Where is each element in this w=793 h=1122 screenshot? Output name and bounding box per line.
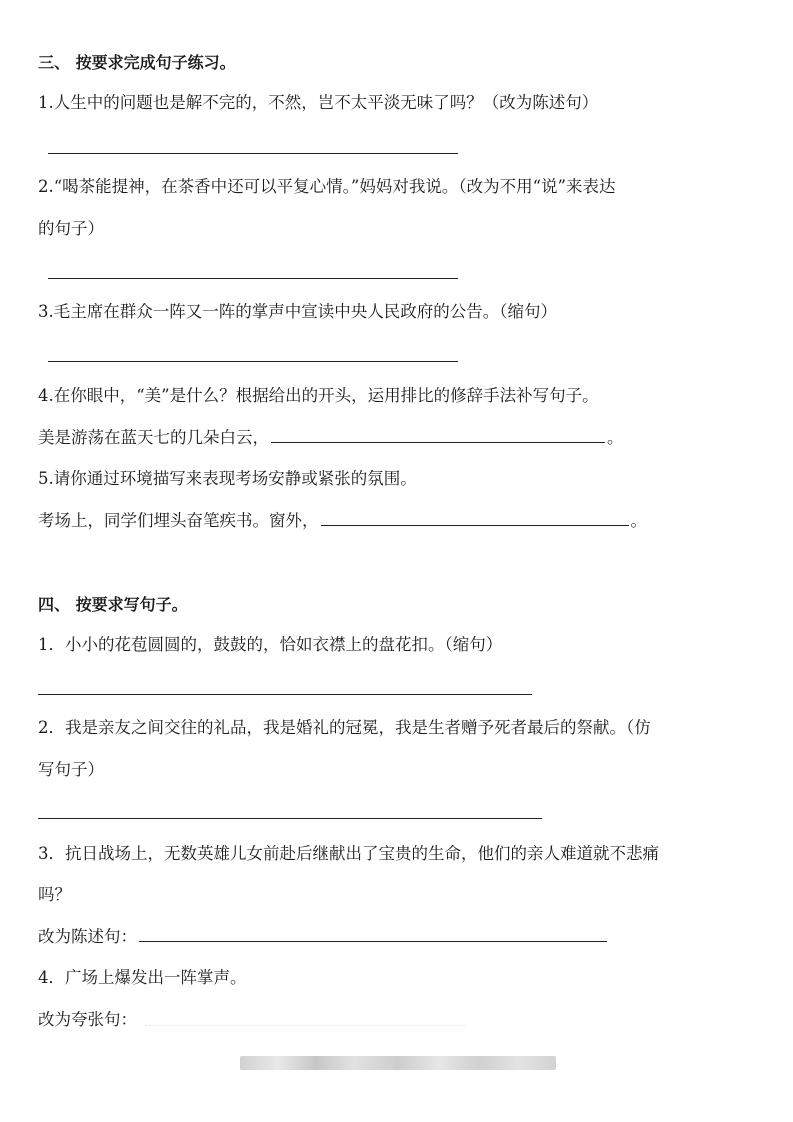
s3-q2-answer-line[interactable] xyxy=(48,278,458,279)
s4-question-3-line-2: 吗？ xyxy=(38,885,71,904)
s3-q5-answer-line[interactable] xyxy=(321,511,629,526)
s3-q5-prompt: 考场上，同学们埋头奋笔疾书。窗外， xyxy=(38,511,319,530)
s4-q3-prompt: 改为陈述句： xyxy=(38,927,137,946)
s4-q3-prompt-row xyxy=(38,926,609,948)
s3-question-1: 1.人生中的问题也是解不完的，不然，岂不太平淡无味了吗？（改为陈述句） xyxy=(38,93,599,112)
s3-question-3: 3.毛主席在群众一阵又一阵的掌声中宣读中央人民政府的公告。（缩句） xyxy=(38,302,557,321)
s3-q1-answer-line[interactable] xyxy=(48,153,458,154)
s4-question-3-line-1: 3．抗日战场上，无数英雄儿女前赴后继献出了宝贵的生命，他们的亲人难道就不悲痛 xyxy=(38,844,659,863)
s3-q4-prompt-row xyxy=(38,427,624,449)
s3-q3-answer-line[interactable] xyxy=(48,361,458,362)
s3-q4-end: 。 xyxy=(607,428,624,447)
s4-q1-answer-line[interactable] xyxy=(38,694,532,695)
s4-question-2-line-1: 2．我是亲友之间交往的礼品，我是婚礼的冠冕，我是生者赠予死者最后的祭献。（仿 xyxy=(38,718,651,737)
s4-q4-prompt: 改为夸张句： xyxy=(38,1010,137,1029)
s4-q4-answer-line[interactable] xyxy=(145,1025,465,1026)
s3-question-5: 5.请你通过环境描写来表现考场安静或紧张的氛围。 xyxy=(38,469,417,488)
blurred-watermark xyxy=(240,1056,556,1070)
s3-q5-end: 。 xyxy=(630,511,647,530)
s3-question-2-line-1: 2.“喝茶能提神，在茶香中还可以平复心情。”妈妈对我说。（改为不用“说”来表达 xyxy=(38,177,616,196)
s4-q3-answer-line[interactable] xyxy=(139,927,607,942)
s3-q4-prompt: 美是游荡在蓝天七的几朵白云， xyxy=(38,428,269,447)
s4-question-2-line-2: 写句子） xyxy=(38,760,104,779)
s4-question-1: 1．小小的花苞圆圆的，鼓鼓的，恰如衣襟上的盘花扣。（缩句） xyxy=(38,635,503,654)
section-4-heading: 四、 按要求写句子。 xyxy=(38,595,188,614)
section-3-heading: 三、 按要求完成句子练习。 xyxy=(38,53,236,72)
s4-q2-answer-line[interactable] xyxy=(38,818,542,819)
s3-q5-prompt-row xyxy=(38,510,647,532)
s3-question-2-line-2: 的句子） xyxy=(38,219,104,238)
s3-q4-answer-line[interactable] xyxy=(271,428,605,443)
s4-question-4: 4．广场上爆发出一阵掌声。 xyxy=(38,968,247,987)
s3-question-4: 4.在你眼中，“美”是什么？根据给出的开头，运用排比的修辞手法补写句子。 xyxy=(38,386,599,405)
